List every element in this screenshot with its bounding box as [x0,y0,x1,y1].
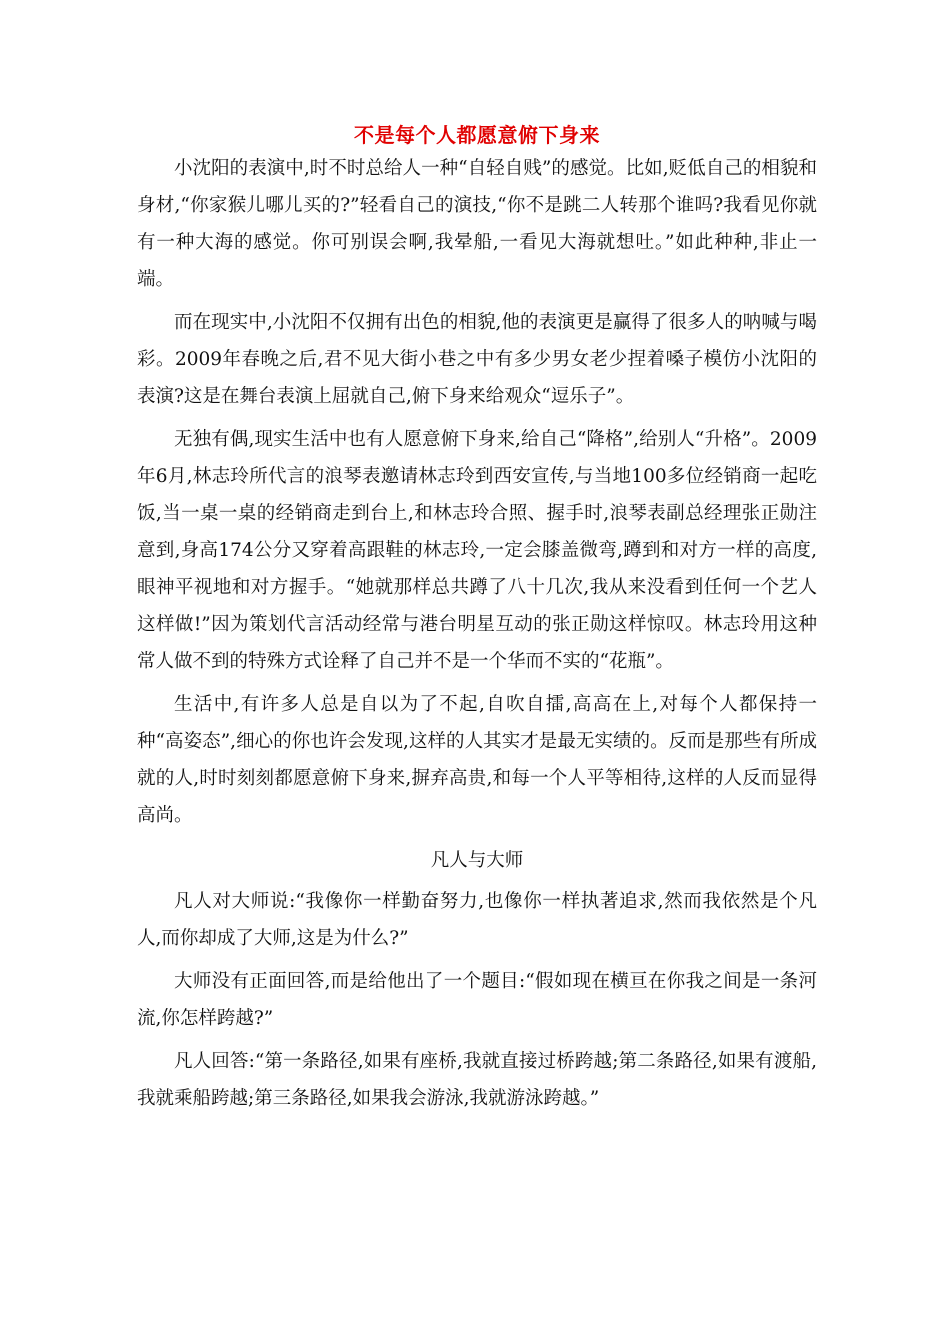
paragraph-1: 小沈阳的表演中,时不时总给人一种“自轻自贱”的感觉。比如,贬低自己的相貌和身材,“你家猴儿哪儿买的?”轻看自己的演技,“你不是跳二人转那个谁吗?我看见你就有一种大海的感觉。你可别误会啊,我晕船,一看见大海就想吐。”如此种种,非止一端。 [137,158,817,290]
article-title: 不是每个人都愿意俯下身来 [354,123,600,147]
document-body [137,118,817,1123]
paragraph-6: 大师没有正面回答,而是给他出了一个题目:“假如现在横亘在你我之间是一条河流,你怎样跨越?” [137,971,817,1029]
paragraph-2: 而在现实中,小沈阳不仅拥有出色的相貌,他的表演更是赢得了很多人的呐喊与喝彩。2009年春晚之后,君不见大街小巷之中有多少男女老少捏着嗓子模仿小沈阳的表演?这是在舞台表演上屈就自己,俯下身来给观众“逗乐子”。 [137,312,817,407]
paragraph-3: 无独有偶,现实生活中也有人愿意俯下身来,给自己“降格”,给别人“升格”。2009年6月,林志玲所代言的浪琴表邀请林志玲到西安宣传,与当地100多位经销商一起吃饭,当一桌一桌的经销商走到台上,和林志玲合照、握手时,浪琴表副总经理张正勋注意到,身高174公分又穿着高跟鞋的林志玲,一定会膝盖微弯,蹲到和对方一样的高度,眼神平视地和对方握手。“她就那样总共蹲了八十几次,我从来没看到任何一个艺人这样做!”因为策划代言活动经常与港台明星互动的张正勋这样惊叹。林志玲用这种常人做不到的特殊方式诠释了自己并不是一个华而不实的“花瓶”。 [137,429,817,672]
paragraph-5: 凡人对大师说:“我像你一样勤奋努力,也像你一样执著追求,然而我依然是个凡人,而你却成了大师,这是为什么?” [137,891,817,949]
paragraph-4: 生活中,有许多人总是自以为了不起,自吹自擂,高高在上,对每个人都保持一种“高姿态”,细心的你也许会发现,这样的人其实才是最无实绩的。反而是那些有所成就的人,时时刻刻都愿意俯下身来,摒弃高贵,和每一个人平等相待,这样的人反而显得高尚。 [137,694,817,826]
paragraph-7: 凡人回答:“第一条路径,如果有座桥,我就直接过桥跨越;第二条路径,如果有渡船,我就乘船跨越;第三条路径,如果我会游泳,我就游泳跨越。” [137,1051,817,1109]
section-subtitle: 凡人与大师 [430,850,524,871]
